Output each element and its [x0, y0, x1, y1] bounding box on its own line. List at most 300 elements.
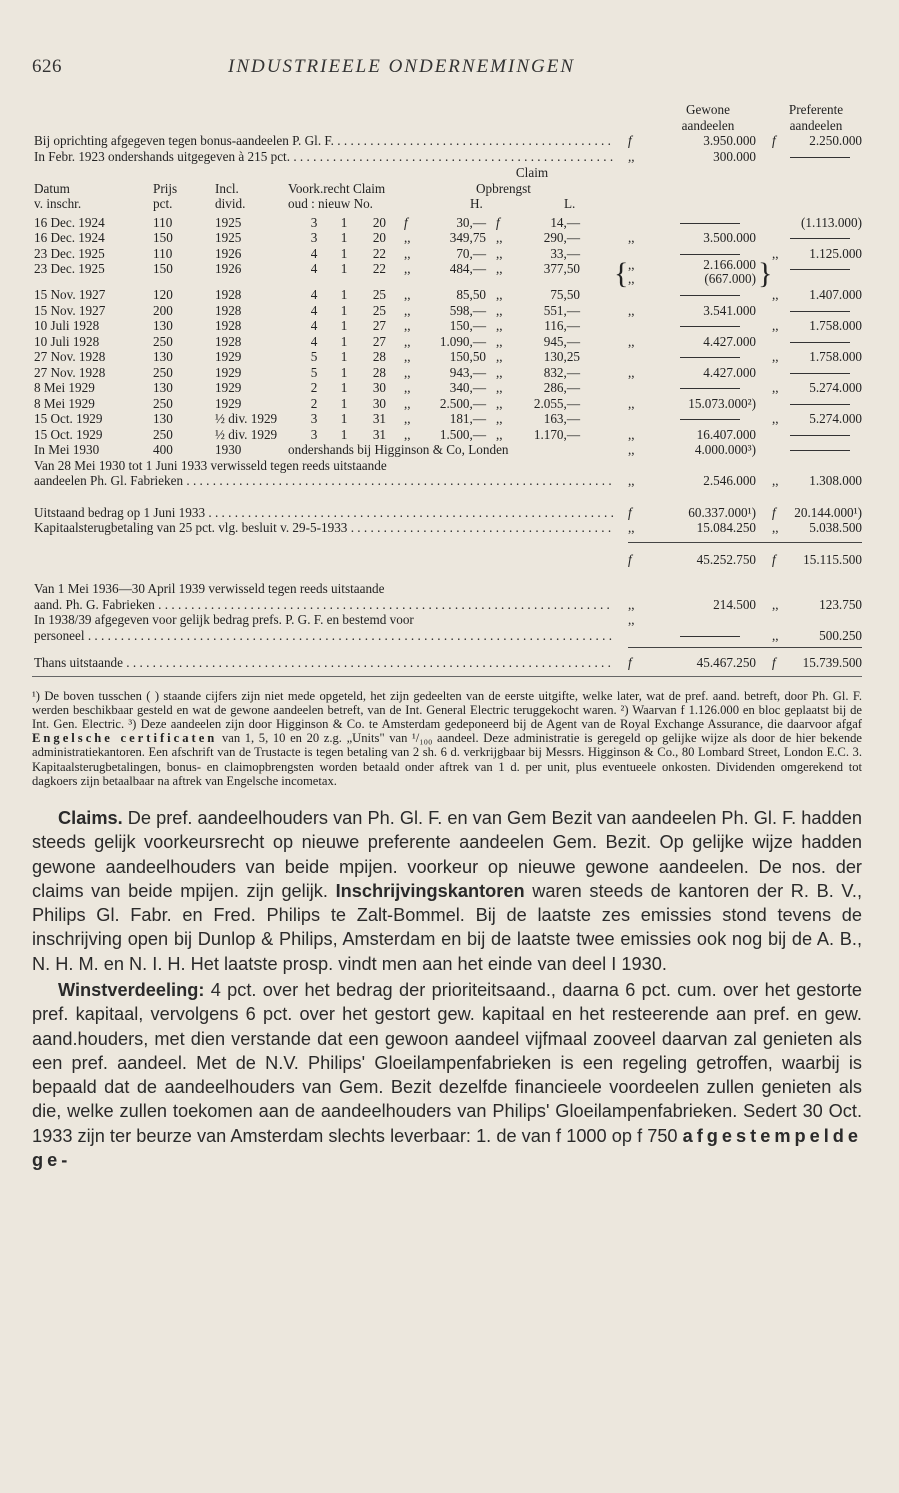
cell-l: 377,50 [543, 261, 580, 276]
cell-datum: 8 Mei 1929 [34, 380, 95, 395]
cell-cur-g: ,, [628, 426, 635, 442]
cell-incl: 1926 [215, 245, 242, 261]
cell-datum: 15 Oct. 1929 [34, 426, 103, 442]
later-3-cur-g: ,, [628, 612, 635, 627]
head-opbrengst: Opbrengst [476, 180, 531, 196]
table-row [32, 287, 862, 303]
cell-gewone: 4.427.000 [703, 333, 756, 349]
claims-heading: Claims. [58, 807, 123, 828]
cell-cur-g: ,, [628, 230, 635, 245]
cell-datum: 10 Juli 1928 [34, 318, 100, 333]
footnotes [32, 689, 862, 788]
totals-pref: 5.038.500 [809, 520, 862, 535]
cell-nieuw: 1 [340, 245, 348, 261]
cell-pref-dash-line [790, 435, 850, 436]
cell-l: 1.170,— [533, 426, 580, 442]
later-4-gewone-dash [662, 628, 758, 644]
cell-h: 349,75 [449, 230, 486, 245]
footnote-text-2: van 1, 5, 10 en 20 z.g. „Units" van ¹/₁₀₀ aandeel. Deze administratie is geregeld op gelijke wijze als door de hier bekende administratiekantoren. Een afschrift van de Trustacte is tegen betaling van 2 sh. 6 d. verkrijgbaar bij Messrs. Higginson & Co., 80 Lombard Street, London E.C. 3. Kapitaalsterugbetalingen, bonus- en claimopbrengsten worden betaald onder aftrek van 1 d. per unit, plus eventueele onkosten. Dividenden omgerekend tot dagkoers zijn betaalbaar na aftrek van Engelsche incometax. [32, 731, 862, 788]
cell-incl: 1926 [215, 261, 242, 276]
mei-text: ondershands bij Higginson & Co, Londen [288, 442, 509, 457]
cell-pref: 5.274.000 [809, 380, 862, 395]
col-head-preferente-2: aandeelen [789, 117, 843, 133]
cell-oud: 5 [310, 349, 318, 364]
cell-nieuw: 1 [340, 349, 348, 364]
cell-prijs: 150 [153, 261, 173, 276]
cell-prijs: 150 [153, 230, 173, 245]
footnote-spaced: Engelsche certificaten [32, 731, 218, 746]
cell-l: 163,— [543, 411, 580, 426]
cell-cur-h: ,, [404, 318, 411, 333]
cell-oud: 3 [310, 214, 318, 230]
intro-pref-dash-line [790, 157, 850, 158]
cell-incl: 1929 [215, 364, 242, 380]
cell-pref-dash-line [790, 311, 850, 312]
ph-row-2 [32, 473, 862, 489]
intro-cur-g: ,, [628, 148, 635, 164]
table-row [32, 230, 862, 246]
cell-h: 85,50 [456, 287, 486, 302]
cell-no: 30 [372, 395, 386, 411]
cell-gewone-dash-line [680, 419, 740, 420]
cell-oud: 4 [310, 333, 318, 349]
totals-label: Kapitaalsterugbetaling van 25 pct. vlg. besluit v. 29-5-1933 . . . [34, 520, 614, 536]
totals-label: Uitstaand bedrag op 1 Juni 1933 . . . [34, 505, 614, 521]
cell-l: 551,— [543, 302, 580, 318]
cell-nieuw: 1 [340, 230, 348, 245]
later-2-pref: 123.750 [819, 596, 862, 612]
totals-gewone: 45.252.750 [696, 551, 756, 567]
cell-datum: 23 Dec. 1925 [34, 245, 105, 261]
cell-nieuw: 1 [340, 380, 348, 395]
body-text [32, 806, 862, 1172]
cell-nieuw: 1 [340, 302, 348, 318]
thans-pref: 15.739.500 [802, 655, 862, 670]
cell-cur-h: ,, [404, 364, 411, 380]
cell-cur-g-2: ,, [628, 271, 635, 286]
table-head-2 [32, 196, 862, 212]
cell-no: 31 [372, 426, 386, 442]
cell-l: 75,50 [550, 287, 580, 302]
cell-cur-h: ,, [404, 287, 411, 302]
cell-cur-p: ,, [772, 318, 779, 333]
cell-l: 945,— [543, 333, 580, 349]
table-head-1 [32, 181, 862, 197]
thans-label: Thans uitstaande . . . [34, 655, 614, 671]
cell-cur-h: ,, [404, 230, 411, 245]
totals-cur-g: ,, [628, 520, 635, 535]
mei-datum: In Mei 1930 [34, 442, 100, 457]
cell-cur-h: f [404, 214, 408, 230]
cell-h: 30,— [456, 214, 486, 230]
cell-prijs: 130 [153, 318, 173, 333]
cell-oud: 4 [310, 261, 318, 276]
ph-cur-g: ,, [628, 473, 635, 488]
later-line-3: In 1938/39 afgegeven voor gelijk bedrag prefs. P. G. F. en bestemd voor [34, 612, 414, 627]
cell-cur-h: ,, [404, 245, 411, 261]
page [32, 56, 862, 1172]
table-row [32, 215, 862, 231]
table-head-claim [32, 165, 862, 181]
cell-l: 286,— [543, 380, 580, 395]
cell-cur-h: ,, [404, 395, 411, 411]
rule-thans [32, 671, 862, 681]
cell-cur-g: ,, [628, 302, 635, 318]
cell-no: 25 [372, 287, 386, 302]
ph-line-2: aandeelen Ph. Gl. Fabrieken . . . [34, 473, 614, 489]
totals-row [32, 505, 862, 521]
running-title: INDUSTRIEELE ONDERNEMINGEN [228, 56, 576, 77]
cell-no: 22 [372, 245, 386, 261]
cell-incl: 1925 [215, 230, 242, 245]
winst-paragraph [32, 978, 862, 1172]
cell-gewone-dash [662, 287, 758, 303]
cell-cur-p: ,, [772, 411, 779, 426]
cell-pref-dash [780, 261, 860, 277]
cell-h: 340,— [449, 380, 486, 395]
cell-prijs: 250 [153, 426, 173, 442]
cell-pref: 5.274.000 [809, 411, 862, 426]
cell-cur-h: ,, [404, 380, 411, 395]
totals-cur-g: f [628, 504, 632, 520]
cell-prijs: 130 [153, 380, 173, 395]
cell-cur-l: f [496, 214, 500, 230]
table-row [32, 318, 862, 334]
cell-prijs: 250 [153, 333, 173, 349]
cell-prijs: 110 [153, 214, 173, 230]
cell-pref: 1.758.000 [809, 318, 862, 333]
cell-pref-dash [780, 365, 860, 381]
winst-text: 4 pct. over het bedrag der prioriteitsaand., daarna 6 pct. cum. over het gestorte pref. kapitaal, vervolgens 6 pct. over het gestort gew. kapitaal en het resteerende aan pref. en gew. aand.houders, met dien verstande dat een gewoon aandeel vijfmaal zooveel daarvan zal genieten als een pref. aandeel. Met de N.V. Philips' Gloeilampenfabrieken is een regeling getroffen, waarbij is bepaald dat de aandeelhouders van Gem. Bezit dezelfde financieele voordeelen zullen genieten als die, welke zullen toekomen aan de aandeelhouders van Philips' Gloeilampenfabrieken. Sedert 30 Oct. 1933 zijn ter beurze van Amsterdam slechts leverbaar: 1. de van f 1000 op f 750 [32, 980, 862, 1146]
table-row [32, 427, 862, 443]
cell-pref: 1.758.000 [809, 349, 862, 364]
head-voorkrecht-2: oud : nieuw No. [288, 196, 373, 211]
cell-incl: ½ div. 1929 [215, 426, 278, 442]
head-incl-2: divid. [215, 196, 246, 211]
mei-pref-dash [780, 442, 860, 458]
cell-h: 181,— [449, 411, 486, 426]
cell-prijs: 250 [153, 395, 173, 411]
cell-pref-dash [780, 230, 860, 246]
intro-pref: 2.250.000 [809, 133, 862, 148]
cell-prijs: 130 [153, 411, 173, 426]
cell-h: 70,— [456, 245, 486, 261]
cell-incl: 1928 [215, 333, 242, 349]
col-head-preferente: Preferente [788, 102, 844, 117]
head-prijs: Prijs [153, 180, 178, 196]
cell-gewone-dash-line [680, 388, 740, 389]
cell-gewone-dash [662, 349, 758, 365]
col-heads-1 [32, 102, 862, 118]
cell-oud: 4 [310, 287, 318, 302]
cell-pref-dash-line [790, 238, 850, 239]
table-row [32, 396, 862, 412]
cell-datum: 27 Nov. 1928 [34, 364, 106, 380]
cell-cur-h: ,, [404, 302, 411, 318]
cell-nieuw: 1 [340, 261, 348, 276]
cell-gewone-2: (667.000) [704, 271, 756, 286]
cell-no: 25 [372, 302, 386, 318]
cell-cur-l: ,, [496, 302, 503, 318]
cell-datum: 10 Juli 1928 [34, 333, 100, 349]
cell-pref: (1.113.000) [800, 214, 862, 230]
table-row [32, 303, 862, 319]
cell-oud: 2 [310, 380, 318, 395]
cell-pref-dash-line [790, 373, 850, 374]
cell-h: 1.500,— [439, 426, 486, 442]
cell-gewone-dash [662, 318, 758, 334]
head-h: H. [470, 196, 483, 211]
cell-gewone-dash-line [680, 326, 740, 327]
cell-prijs: 200 [153, 302, 173, 318]
cell-cur-l: ,, [496, 364, 503, 380]
cell-h: 1.090,— [439, 333, 486, 349]
cell-cur-g: ,, [628, 364, 635, 380]
cell-no: 22 [372, 261, 386, 276]
cell-gewone: 2.166.000 [703, 257, 756, 272]
intro-cur-g: f [628, 133, 632, 148]
cell-datum: 15 Nov. 1927 [34, 287, 106, 302]
cell-oud: 3 [310, 230, 318, 245]
totals-gewone: 60.337.000¹) [688, 504, 756, 520]
claims-text-1: De pref. aandeelhouders van Ph. Gl. F. en van Gem Bezit van aandeelen Ph. Gl. F. hadden steeds gelijk voorkeursrecht op nieuwe preferente aandeelen Gem. Bezit. Op gelijke wijze hadden gewone aandeelhouders van beide mpijen. voorkeur op nieuwe gewone aandeelen. De nos. der claims van beide mpijen. zijn gelijk. [32, 807, 862, 901]
cell-gewone: 16.407.000 [696, 426, 756, 442]
table-row [32, 334, 862, 350]
cell-datum: 15 Nov. 1927 [34, 302, 106, 318]
cell-pref-dash-line [790, 269, 850, 270]
cell-cur-l: ,, [496, 333, 503, 349]
mei-row [32, 442, 862, 458]
cell-prijs: 250 [153, 364, 173, 380]
cell-pref-dash [780, 396, 860, 412]
footnote-text-1: ¹) De boven tusschen ( ) staande cijfers zijn niet mede opgeteld, het zijn gedeelten van de eerste uitgifte, welke later, wat de pref. aand. betreft, door Ph. Gl. F. werden beschikbaar gesteld en wat de gewone aandeelen betreft, van de Int. General Electric teruggekocht waren. ²) Waarvan f 1.126.000 en bloc geplaatst bij de Int. Gen. Electric. ³) Deze aandeelen zijn door Higginson & Co. te Amsterdam gedeponeerd bij de Agent van de Royal Exchange Assurance, die daarvoor afgaf [32, 688, 862, 731]
later-line-2: aand. Ph. G. Fabrieken . . . [34, 597, 614, 613]
ph-pref: 1.308.000 [809, 473, 862, 488]
claims-text-2: waren steeds de kantoren der R. B. V., Philips Gl. Fabr. en Fred. Philips te Zalt-Bommel. Bij de laatste zes emissies stond tevens de inschrijving open bij Dunlop & Philips, Amsterdam en bij de laatste twee emissies ook nog bij de A. B., N. H. M. en N. I. H. Het laatste prosp. vindt men aan het einde van deel I 1930. [32, 880, 862, 974]
cell-cur-g: ,, [628, 257, 635, 272]
cell-pref-dash-line [790, 404, 850, 405]
brace-right: } [758, 257, 773, 290]
mei-cur: ,, [628, 442, 635, 457]
cell-gewone: 3.541.000 [703, 302, 756, 318]
totals-pref: 15.115.500 [803, 551, 862, 567]
cell-pref-dash-line [790, 342, 850, 343]
cell-nieuw: 1 [340, 411, 348, 426]
intro-row [32, 133, 862, 149]
intro-label: In Febr. 1923 ondershands uitgegeven à 215 pct. . . . [34, 149, 614, 165]
cell-l: 130,25 [543, 349, 580, 364]
cell-gewone-dash-line [680, 295, 740, 296]
later-row-3 [32, 612, 862, 628]
cell-nieuw: 1 [340, 333, 348, 349]
mei-gewone: 4.000.000³) [694, 442, 756, 457]
mei-incl: 1930 [215, 442, 242, 457]
later-4-cur-p: ,, [772, 627, 779, 643]
cell-no: 27 [372, 333, 386, 349]
cell-incl: 1925 [215, 214, 242, 230]
head-datum: Datum [34, 180, 70, 196]
totals-gewone: 15.084.250 [696, 520, 756, 535]
table-row [32, 380, 862, 396]
cell-l: 290,— [543, 230, 580, 245]
cell-cur-l: ,, [496, 318, 503, 333]
cell-datum: 8 Mei 1929 [34, 395, 95, 411]
later-row-2 [32, 597, 862, 613]
rule-totals [32, 536, 862, 552]
inschrijving-heading: Inschrijvingskantoren [335, 880, 525, 901]
later-2-gewone: 214.500 [713, 596, 756, 612]
rule-totals-line [628, 542, 862, 543]
cell-cur-l: ,, [496, 245, 503, 261]
cell-pref: 1.407.000 [809, 287, 862, 302]
later-2-cur-g: ,, [628, 596, 635, 612]
totals-cur-p: ,, [772, 520, 779, 535]
head-voorkrecht: Voork.recht Claim [288, 180, 386, 196]
table-row [32, 257, 862, 290]
cell-nieuw: 1 [340, 318, 348, 333]
cell-oud: 4 [310, 302, 318, 318]
totals-cur-g: f [628, 551, 632, 567]
claims-paragraph [32, 806, 862, 976]
cell-cur-p: ,, [772, 380, 779, 395]
table-row [32, 349, 862, 365]
thans-cur-g: f [628, 655, 632, 670]
col-head-gewone-2: aandeelen [681, 117, 735, 133]
cell-l: 832,— [543, 364, 580, 380]
col-head-gewone: Gewone [686, 102, 730, 117]
ph-gewone: 2.546.000 [703, 473, 756, 488]
head-claim: Claim [515, 165, 549, 180]
ph-row-1 [32, 458, 862, 474]
cell-datum: 15 Oct. 1929 [34, 411, 103, 426]
cell-cur-l: ,, [496, 426, 503, 442]
later-line-1: Van 1 Mei 1936—30 April 1939 verwisseld tegen reeds uitstaande [34, 581, 385, 596]
later-row-1 [32, 581, 862, 597]
cell-h: 2.500,— [439, 395, 486, 411]
ph-line-1: Van 28 Mei 1930 tot 1 Juni 1933 verwisseld tegen reeds uitstaande [34, 457, 387, 473]
page-number: 626 [32, 56, 62, 77]
col-heads-2 [32, 118, 862, 134]
totals-cur-p: f [772, 551, 776, 567]
winst-heading: Winstverdeeling: [58, 980, 205, 1000]
cell-cur-h: ,, [404, 411, 411, 426]
totals-row [32, 520, 862, 536]
later-line-4: personeel . . . [34, 628, 614, 644]
cell-no: 28 [372, 364, 386, 380]
cell-l: 116,— [544, 318, 580, 333]
intro-row [32, 149, 862, 165]
cell-cur-h: ,, [404, 426, 411, 442]
cell-cur-p: ,, [772, 287, 779, 302]
cell-oud: 3 [310, 411, 318, 426]
cell-datum: 16 Dec. 1924 [34, 214, 105, 230]
cell-no: 31 [372, 411, 386, 426]
brace-left: { [614, 257, 629, 290]
cell-oud: 2 [310, 395, 318, 411]
cell-cur-l: ,, [496, 230, 503, 245]
intro-pref-dash [780, 149, 860, 165]
cell-no: 30 [372, 380, 386, 395]
cell-no: 28 [372, 349, 386, 364]
mei-prijs: 400 [153, 442, 173, 457]
totals-pref: 20.144.000¹) [794, 504, 862, 520]
cell-incl: 1929 [215, 380, 242, 395]
cell-prijs: 110 [153, 245, 173, 261]
cell-datum: 27 Nov. 1928 [34, 349, 106, 364]
intro-gewone: 3.950.000 [703, 133, 756, 148]
totals-row [32, 552, 862, 568]
cell-gewone-dash [662, 380, 758, 396]
table-row [32, 365, 862, 381]
later-row-4 [32, 628, 862, 644]
cell-pref-dash [780, 334, 860, 350]
head-prijs-2: pct. [153, 196, 173, 211]
cell-incl: 1928 [215, 302, 242, 318]
cell-nieuw: 1 [340, 287, 348, 302]
share-table [32, 102, 862, 681]
cell-cur-h: ,, [404, 261, 411, 276]
cell-l: 14,— [550, 214, 580, 230]
cell-cur-p: ,, [772, 245, 779, 261]
cell-nieuw: 1 [340, 364, 348, 380]
cell-h: 150,— [449, 318, 486, 333]
cell-no: 27 [372, 318, 386, 333]
thans-cur-p: f [772, 655, 776, 670]
cell-gewone: 4.427.000 [703, 364, 756, 380]
intro-label: Bij oprichting afgegeven tegen bonus-aandeelen P. Gl. F. . . . [34, 133, 614, 149]
cell-gewone-dash-line [680, 223, 740, 224]
head-datum-2: v. inschr. [34, 196, 82, 211]
cell-incl: 1928 [215, 287, 242, 302]
cell-incl: 1929 [215, 395, 242, 411]
cell-datum: 23 Dec. 1925 [34, 261, 105, 276]
cell-incl: 1928 [215, 318, 242, 333]
cell-gewone-dash-line [680, 254, 740, 255]
cell-cur-g: ,, [628, 333, 635, 349]
cell-oud: 4 [310, 318, 318, 333]
cell-l: 2.055,— [533, 395, 580, 411]
rule-later [32, 643, 862, 655]
cell-prijs: 130 [153, 349, 173, 364]
cell-oud: 5 [310, 364, 318, 380]
intro-gewone: 300.000 [713, 148, 756, 164]
cell-cur-h: ,, [404, 349, 411, 364]
cell-no: 20 [372, 214, 386, 230]
totals-cur-p: f [772, 504, 776, 520]
cell-cur-l: ,, [496, 395, 503, 411]
running-header [32, 56, 862, 78]
winst-spaced: afgestempelde ge- [32, 1125, 862, 1171]
cell-l: 33,— [550, 245, 580, 261]
cell-pref-dash [780, 303, 860, 319]
intro-cur-p: f [772, 133, 776, 148]
cell-h: 484,— [449, 261, 486, 276]
cell-cur-l: ,, [496, 349, 503, 364]
cell-pref-dash [780, 427, 860, 443]
cell-gewone-dash [662, 411, 758, 427]
cell-cur-l: ,, [496, 380, 503, 395]
cell-nieuw: 1 [340, 214, 348, 230]
cell-cur-g: ,, [628, 395, 635, 411]
cell-incl: 1929 [215, 349, 242, 364]
cell-oud: 4 [310, 245, 318, 261]
cell-cur-l: ,, [496, 411, 503, 426]
cell-h: 598,— [449, 302, 486, 318]
cell-pref: 1.125.000 [809, 245, 862, 261]
cell-cur-h: ,, [404, 333, 411, 349]
head-l: L. [564, 196, 576, 211]
cell-nieuw: 1 [340, 395, 348, 411]
